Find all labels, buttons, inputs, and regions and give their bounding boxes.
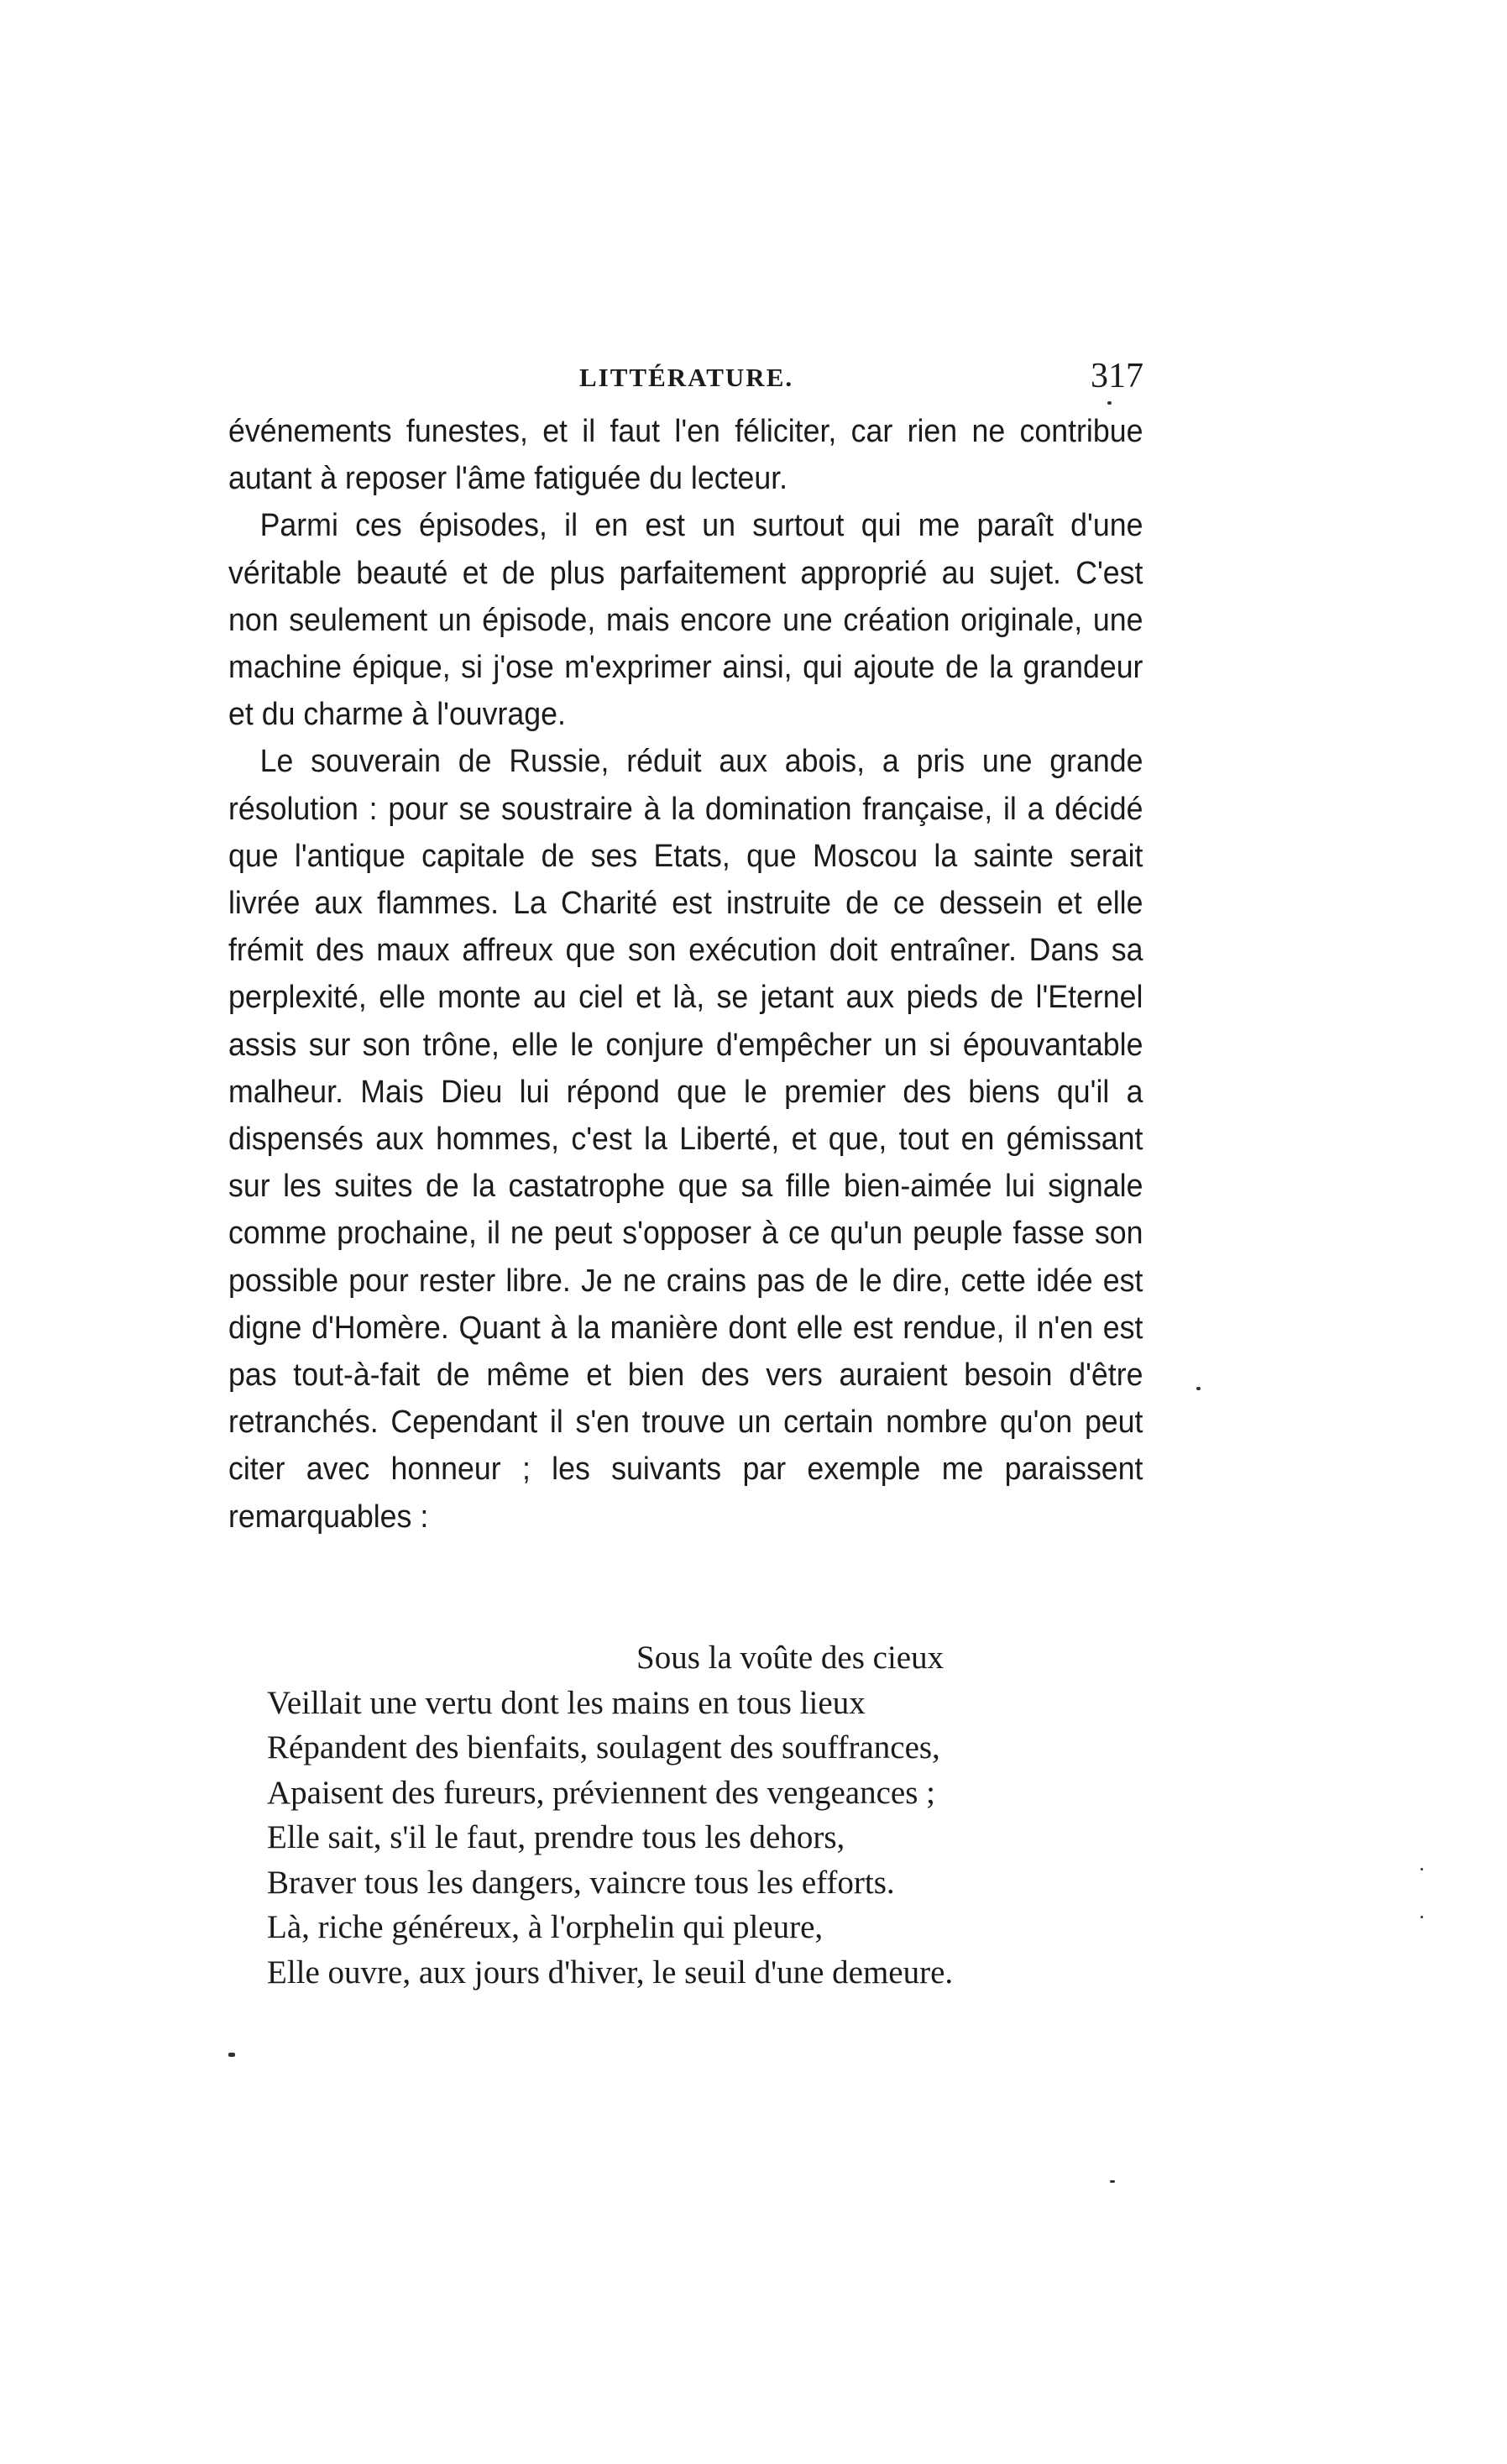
paragraph-continuation: événements funestes, et il faut l'en féliciter, car rien ne contribue autant à reposer l'âme fatiguée du lecteur. xyxy=(228,414,1143,497)
verse-line: Apaisent des fureurs, préviennent des vengeances ; xyxy=(267,1774,935,1811)
paragraph-russia: Le souverain de Russie, réduit aux abois, a pris une grande résolution : pour se soustraire à la domination française, il a décidé que l'antique capitale de ses Etats, que Moscou la sainte serait livrée aux flammes. La Charité est instruite de ce dessein et elle frémit des maux affreux que son exécution doit entraîner. Dans sa perplexité, elle monte au ciel et là, se jetant aux pieds de l'Eternel assis sur son trône, elle le conjure d'empêcher un si épouvantable malheur. Mais Dieu lui répond que le premier des biens qu'il a dispensés aux hommes, c'est la Liberté, et que, tout en gémissant sur les suites de la castatrophe que sa fille bien-aimée lui signale comme prochaine, il ne peut s'opposer à ce qu'un peuple fasse son possible pour rester libre. Je ne crains pas de le dire, cette idée est digne d'Homère. Quant à la manière dont elle est rendue, il n'en est pas tout-à-fait de même et bien des vers auraient besoin d'être retranchés. Cependant il s'en trouve un certain nombre qu'on peut citer avec honneur ; les suivants par exemple me paraissent remarquables : xyxy=(228,744,1143,1535)
scan-speck xyxy=(1107,401,1112,405)
verse-line: Elle ouvre, aux jours d'hiver, le seuil d'une demeure. xyxy=(267,1954,954,1991)
verse-line: Veillait une vertu dont les mains en tous lieux xyxy=(267,1684,866,1721)
scan-speck xyxy=(1421,1868,1423,1870)
verse-line: Elle sait, s'il le faut, prendre tous les dehors, xyxy=(267,1819,845,1855)
verse-line: Là, riche généreux, à l'orphelin qui pleure, xyxy=(267,1909,824,1945)
page-number: 317 xyxy=(1091,357,1143,395)
paragraph-episode: Parmi ces épisodes, il en est un surtout qui me paraît d'une véritable beauté et de plus parfaitement approprié au sujet. C'est non seulement un épisode, mais encore une création originale, une machine épique, si j'ose m'exprimer ainsi, qui ajoute de la grandeur et du charme à l'ouvrage. xyxy=(228,508,1143,733)
verse-quotation xyxy=(267,1635,953,1995)
verse-line: Répandent des bienfaits, soulagent des souffrances, xyxy=(267,1729,940,1766)
prose-body xyxy=(228,408,1143,1541)
verse-line: Braver tous les dangers, vaincre tous les efforts. xyxy=(267,1864,895,1901)
scan-speck xyxy=(1110,2180,1115,2183)
scan-speck xyxy=(1421,1916,1423,1918)
running-title: LITTÉRATURE. xyxy=(579,363,794,392)
scan-speck xyxy=(1196,1387,1201,1390)
page-header xyxy=(228,357,1143,403)
scan-speck xyxy=(228,2053,235,2057)
verse-line: Sous la voûte des cieux xyxy=(636,1640,944,1676)
